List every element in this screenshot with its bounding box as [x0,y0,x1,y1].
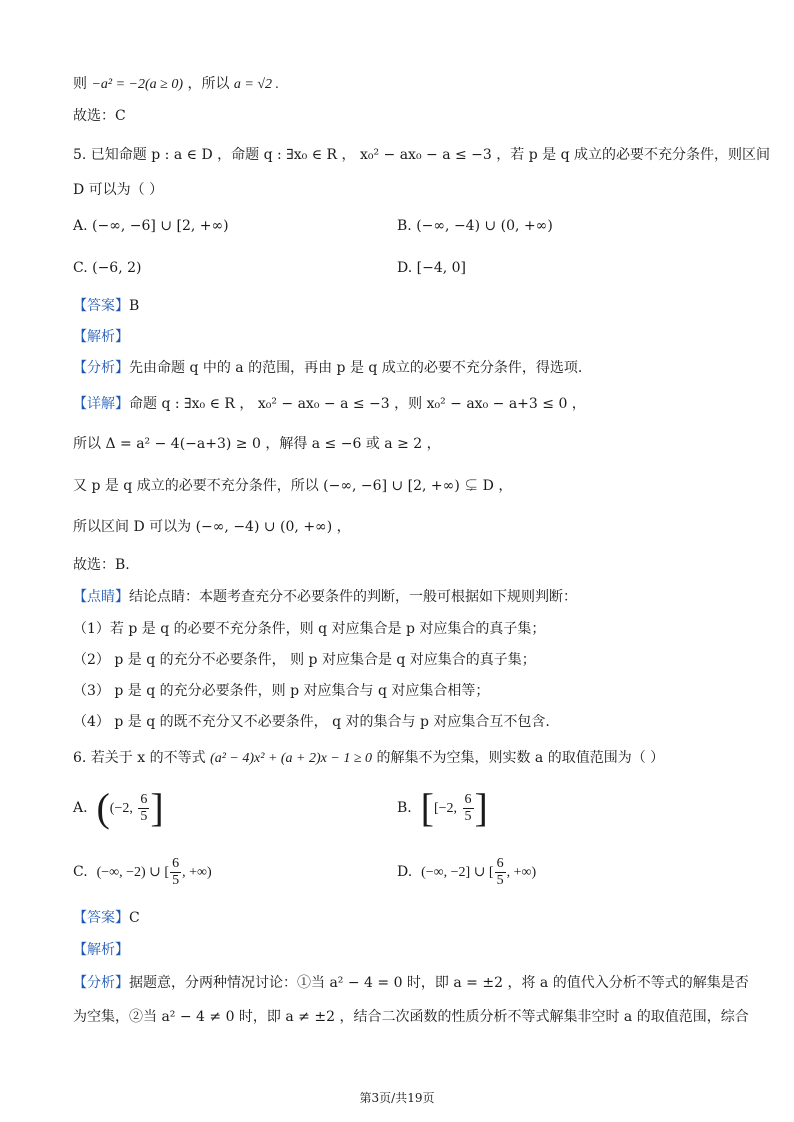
answer-tag: 【答案】 [73,298,129,314]
numerator: 6 [496,855,504,871]
denominator: 5 [140,808,148,824]
q5-xiangjie-line [73,394,586,414]
q6-stem [73,748,664,769]
q5-rule-4: （4） p 是 q 的既不充分又不必要条件， q 对的集合与 p 对应集合互不包含. [73,714,550,730]
fenxi-tag: 【分析】 [73,975,129,991]
dianjing-tag: 【点睛】 [73,589,129,605]
option-label: C. [73,864,88,880]
bracket-left: [ [420,785,434,830]
fenxi-tag: 【分析】 [73,360,129,376]
q6-fenxi-line2: 为空集，②当 a² − 4 ≠ 0 时，即 a ≠ ±2 ，结合二次函数的性质分析不等式解集非空时 a 的取值范围，综合 [73,1009,749,1025]
q5-option-d: D. [−4, 0] [397,260,466,276]
q5-fenxi-line [73,358,582,378]
q5-rule-2: （2） p 是 q 的充分不必要条件， 则 p 对应集合是 q 对应集合的真子集； [73,652,536,668]
fraction [138,792,149,825]
q5-option-c: C. (−6, 2) [73,260,142,276]
numerator: 6 [140,791,148,807]
q5-jiexi-tag: 【解析】 [73,329,129,345]
fenxi-text: 先由命题 q 中的 a 的范围，再由 p 是 q 成立的必要不充分条件，得选项. [129,360,583,376]
fraction [495,856,506,889]
q6-fenxi-line1 [73,973,749,993]
q5-stem-line2: D 可以为（ ） [73,182,164,198]
q5-choose-line: 故选：B. [73,557,130,573]
math: a = √2 . [233,77,280,92]
bracket-right: ] [474,785,488,830]
text: 6. 若关于 x 的不等式 [73,750,206,766]
math: (a² − 4)x² + (a + 2)x − 1 ≥ 0 [210,751,373,766]
paren-left: ( [96,785,110,830]
prev-answer-line: 故选：C [73,108,126,124]
q5-option-b: B. (−∞, −4) ∪ (0, +∞) [397,218,553,234]
q6-jiexi-tag: 【解析】 [73,942,129,958]
q6-option-d [397,850,536,895]
interval-start: (−∞, −2) ∪ [ [96,865,170,880]
answer-tag: 【答案】 [73,910,129,926]
option-label: B. [397,800,412,816]
text: ，所以 [187,76,230,92]
q5-delta-line: 所以 Δ = a² − 4(−a+3) ≥ 0 ，解得 a ≤ −6 或 a ≥ 2 ， [73,436,441,452]
denominator: 5 [464,808,472,824]
numerator: 6 [172,855,180,871]
text: 的解集不为空集，则实数 a 的取值范围为（ ） [376,750,665,766]
dianjing-text: 结论点睛：本题考查充分不必要条件的判断，一般可根据如下规则判断： [129,589,577,605]
fenxi-text: 据题意，分两种情况讨论：①当 a² − 4 = 0 时，即 a = ±2 ，将 a 的值代入分析不等式的解集是否 [129,975,749,991]
answer-value: B [129,298,140,314]
q6-option-c [73,850,212,895]
text: 则 [73,76,87,92]
interval-start: [−2, [433,801,458,816]
q5-dianjing-line [73,587,577,607]
q6-answer-line [73,908,140,928]
xiangjie-tag: 【详解】 [73,396,129,412]
prev-solution-line [73,74,279,95]
q5-rule-1: （1）若 p 是 q 的必要不充分条件，则 q 对应集合是 p 对应集合的真子集； [73,621,546,637]
numerator: 6 [464,791,472,807]
denominator: 5 [496,872,504,888]
option-label: A. [73,800,88,816]
answer-value: C [129,910,140,926]
q5-stem-line1: 5. 已知命题 p : a ∈ D ，命题 q : ∃x₀ ∈ R ， x₀² − ax₀ − a ≤ −3 ，若 p 是 q 成立的必要不充分条件，则区间 [73,147,770,163]
fraction [463,792,474,825]
interval-end: , +∞) [506,865,537,880]
option-label: D. [397,864,413,880]
page-footer: 第3页/共19页 [359,1091,435,1105]
interval-end: , +∞) [182,865,212,880]
interval-start: (−∞, −2] ∪ [ [421,865,494,880]
math: −a² = −2(a ≥ 0) [91,77,183,92]
q5-again-line: 又 p 是 q 成立的必要不充分条件，所以 (−∞, −6] ∪ [2, +∞) ⊊ D ， [73,478,513,494]
interval-start: (−2, [109,801,133,816]
xiangjie-text: 命题 q : ∃x₀ ∈ R ， x₀² − ax₀ − a ≤ −3 ，则 x₀² − ax₀ − a+3 ≤ 0 ， [129,396,586,412]
q6-option-a [73,786,164,831]
q5-option-a: A. (−∞, −6] ∪ [2, +∞) [73,218,229,234]
denominator: 5 [172,872,180,888]
q5-interval-line: 所以区间 D 可以为 (−∞, −4) ∪ (0, +∞) ， [73,519,351,535]
bracket-right: ] [150,785,164,830]
q5-rule-3: （3） p 是 q 的充分必要条件，则 p 对应集合与 q 对应集合相等； [73,683,490,699]
fraction [170,856,181,889]
q6-option-b [397,786,488,831]
q5-answer-line [73,296,139,316]
